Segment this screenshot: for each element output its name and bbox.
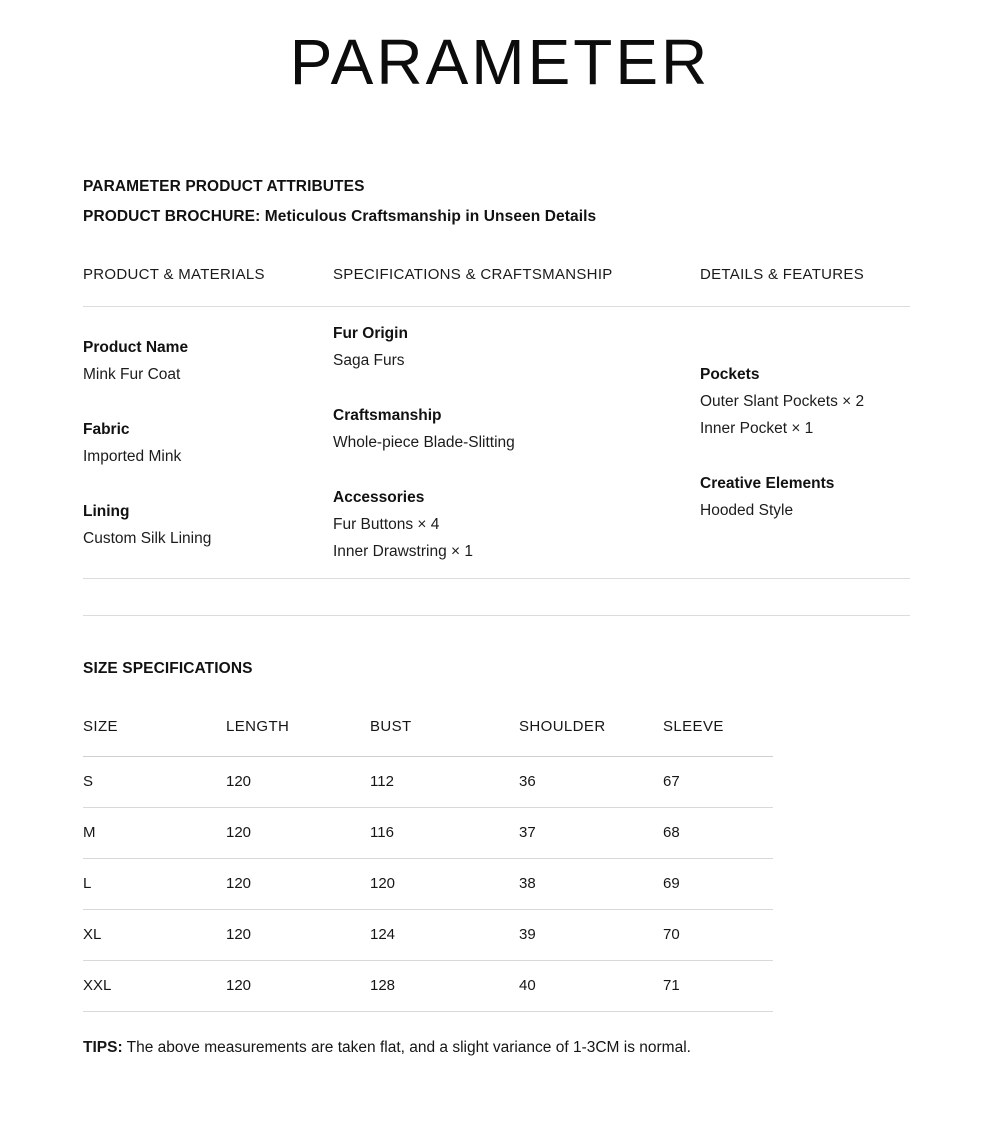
size-table-cell: 128 (370, 961, 519, 1012)
size-table-cell: 70 (663, 910, 773, 961)
size-table-cell: 40 (519, 961, 663, 1012)
attribute-value: Saga Furs (333, 352, 405, 369)
attribute-label: Fabric (83, 420, 130, 438)
size-table-cell: 120 (226, 808, 370, 859)
attribute-group (333, 402, 700, 456)
size-table-row (83, 757, 773, 808)
size-table-cell: 69 (663, 859, 773, 910)
size-table-cell: 120 (370, 859, 519, 910)
attribute-value: Hooded Style (700, 502, 794, 519)
size-table-cell: 124 (370, 910, 519, 961)
attribute-column-content (83, 334, 333, 552)
attributes-intro (83, 172, 910, 232)
tips-text: The above measurements are taken flat, and a slight variance of 1-3CM is normal. (122, 1039, 691, 1056)
size-table-cell: 112 (370, 757, 519, 808)
attribute-label: Fur Origin (333, 325, 408, 342)
column-header-specifications-craftsmanship: SPECIFICATIONS & CRAFTSMANSHIP (333, 266, 613, 283)
attribute-label: Lining (83, 502, 130, 520)
attribute-label: Pockets (700, 366, 760, 383)
size-table-cell: 39 (519, 910, 663, 961)
attribute-label: Craftsmanship (333, 407, 442, 424)
section-divider-top (83, 578, 910, 579)
attribute-group (83, 334, 333, 388)
size-table-row (83, 808, 773, 859)
attribute-group (333, 484, 700, 565)
column-header-details-features: DETAILS & FEATURES (700, 266, 865, 283)
attribute-group (700, 470, 910, 524)
size-table-cell: 67 (663, 757, 773, 808)
size-table-cell: 120 (226, 757, 370, 808)
attribute-label: Accessories (333, 489, 425, 506)
page-title: PARAMETER (289, 26, 711, 98)
attributes-columns (83, 307, 910, 578)
attribute-value: Inner Pocket × 1 (700, 420, 814, 437)
column-product-materials (83, 334, 333, 552)
attribute-group (333, 320, 700, 374)
attribute-value: Mink Fur Coat (83, 365, 181, 383)
size-specifications-heading: SIZE SPECIFICATIONS (83, 660, 253, 677)
tips-label: TIPS: (83, 1039, 123, 1056)
attribute-group (700, 361, 910, 442)
size-table-header-shoulder: SHOULDER (519, 718, 663, 757)
size-table-header-row (83, 718, 773, 757)
size-table-cell: 37 (519, 808, 663, 859)
size-table-cell: 120 (226, 859, 370, 910)
attribute-column-content (700, 361, 910, 524)
size-table-cell: M (83, 808, 226, 859)
size-table-cell: 71 (663, 961, 773, 1012)
size-table-cell: XXL (83, 961, 226, 1012)
size-table-body (83, 757, 773, 1012)
attribute-value: Custom Silk Lining (83, 529, 212, 547)
column-header-product-materials: PRODUCT & MATERIALS (83, 266, 265, 283)
attribute-value: Fur Buttons × 4 (333, 516, 440, 533)
attribute-label: Creative Elements (700, 475, 835, 492)
section-divider-bottom (83, 615, 910, 616)
size-table-cell: XL (83, 910, 226, 961)
size-table-cell: 68 (663, 808, 773, 859)
brochure-heading: PRODUCT BROCHURE: Meticulous Craftsmanship in Unseen Details (83, 208, 597, 225)
size-table-header-bust: BUST (370, 718, 519, 757)
size-table-row (83, 910, 773, 961)
size-table-cell: 116 (370, 808, 519, 859)
size-table-cell: 120 (226, 910, 370, 961)
size-table-cell: 36 (519, 757, 663, 808)
column-specifications-craftsmanship (333, 320, 700, 565)
attribute-value: Inner Drawstring × 1 (333, 543, 473, 560)
size-table-row (83, 859, 773, 910)
attribute-value: Outer Slant Pockets × 2 (700, 393, 865, 410)
attribute-column-content (333, 320, 700, 565)
attribute-label: Product Name (83, 338, 189, 356)
size-table-cell: 38 (519, 859, 663, 910)
attributes-column-headers (83, 266, 910, 307)
size-table-row (83, 961, 773, 1012)
size-table-header-size: SIZE (83, 718, 226, 757)
attributes-heading: PARAMETER PRODUCT ATTRIBUTES (83, 178, 365, 195)
attribute-value: Imported Mink (83, 447, 182, 465)
size-table-cell: L (83, 859, 226, 910)
size-table-header-sleeve: SLEEVE (663, 718, 773, 757)
content-area (0, 172, 1000, 1060)
attribute-value: Whole-piece Blade-Slitting (333, 434, 515, 451)
size-table-cell: 120 (226, 961, 370, 1012)
size-table (83, 718, 773, 1012)
tips-note (83, 1036, 910, 1060)
size-table-cell: S (83, 757, 226, 808)
size-table-header-length: LENGTH (226, 718, 370, 757)
attribute-group (83, 498, 333, 552)
attribute-group (83, 416, 333, 470)
column-details-features (700, 361, 910, 524)
